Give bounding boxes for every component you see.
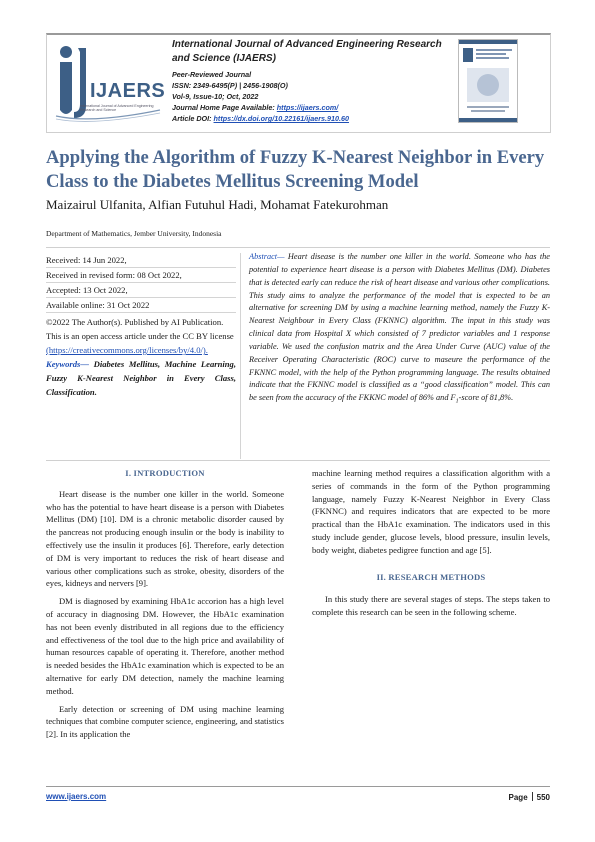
license-link[interactable]: (https://creativecommons.org/licenses/by/4.0/). [46,345,208,355]
homepage-line [172,102,452,113]
body-column-right [312,467,550,624]
logo-wordmark: IJAERS [90,80,166,102]
right-paragraph-1: machine learning method requires a classification algorithm with a series of commands in the form of the Python programming language, namely Fuzzy K-Nearest Neighbor in Every Class (FKNNC) and requires indicators that are expected to be more practical than the HbA1c examination. The indicators used in this study include gender, glucose levels, blood pressure, insulin levels, body weight, diabetes pedigree function and age [5]. [312,468,550,555]
article-title: Applying the Algorithm of Fuzzy K-Nearest Neighbor in Every Class to the Diabetes Mellitus Screening Model [46,147,545,192]
accepted-date: Accepted: 13 Oct 2022, [46,285,128,295]
journal-title-line2: and Science (IJAERS) [172,53,276,64]
introduction-heading: I. INTRODUCTION [125,468,205,478]
doi-line [172,113,452,124]
online-date: Available online: 31 Oct 2022 [46,300,150,310]
author-affiliation: Department of Mathematics, Jember University, Indonesia [46,229,222,238]
abstract-text-part2: -score of 81,8%. [458,393,514,403]
journal-cover-thumbnail [458,39,518,123]
revised-date: Received in revised form: 08 Oct 2022, [46,270,182,280]
journal-header-text [172,38,452,124]
abstract [249,251,550,409]
footer-divider [46,786,550,787]
info-abstract-divider [240,253,241,459]
introduction-paragraph-1: Heart disease is the number one killer in the world. Someone who has the potential to have heart disease is a person with Diabetes Mellitus (DM) [10]. DM is a chronic metabolic disorder caused by the pancreas not producing enough insulin or the body is inability to effectively use the insulin it produces [6]. Therefore, early detection of DM is very important to reduces the risk of heart disease and various other complications such as stroke, obesity, disorders of the eyes, kidneys and nervers [9]. [46,488,284,589]
journal-logo [52,40,164,122]
keywords-label: Keywords— [46,359,89,369]
keywords-text: Diabetes Mellitus, Machine Learning, Fuzzy K-Nearest Neighbor in Every Class, Classification. [46,359,236,397]
logo-tagline: International Journal of Advanced Engineering Research and Science [80,104,154,113]
journal-title-line1: International Journal of Advanced Engineering Research [172,39,442,50]
introduction-paragraph-3: Early detection or screening of DM using machine learning techniques that combine computer science, engineering, and statistics [2]. In its application the [46,703,284,740]
received-date: Received: 14 Jun 2022, [46,255,127,265]
divider-top [46,247,550,248]
abstract-label: Abstract— [249,252,285,261]
footer-website-link[interactable]: www.ijaers.com [46,792,107,801]
doi-link[interactable]: https://dx.doi.org/10.22161/ijaers.910.60 [213,114,349,123]
footer-page-number [470,792,550,802]
issn: ISSN: 2349-6495(P) | 2456-1908(O) [172,81,288,90]
methods-paragraph-1: In this study there are several stages of steps. The steps taken to complete this research can be seen in the following scheme. [312,594,550,618]
page-number: 550 [536,793,550,802]
methods-heading: II. RESEARCH METHODS [376,571,486,582]
copyright-notice: ©2022 The Author(s). Published by AI Publication. This is an open access article under the CC BY license [46,317,234,341]
abstract-text-part1: Heart disease is the number one killer in the world. Someone who has the potential to experience heart disease is a person with Diabetes Mellitus (DM). Diabetes that is detected early can reduce the risk of heart disease and various other complications. This study aims to analyze the performance of the model that is expected to be an alternative for screening DM by using a machine learning method, namely the Fuzzy K-Nearest Neighbour in Every Class (FKNNC) algorithm. The input in this study was clinical data from Hospital X which consisted of 7 predictor variables and 1 response variable. We used the confusion matrix and the Area Under Curve (AUC) value of the Receiver Operating Characteristic (ROC) curve to maseure the performance of the FKNNC model, with the help of the Python programming language. The results obtained indicate that the FKNNC model is classified as a “good classification” model. This can be seen from the accuracy of the FKKNC model of 86% and F [249,252,550,403]
peer-reviewed: Peer-Reviewed Journal [172,70,252,79]
page-label: Page [508,793,528,802]
homepage-link[interactable]: https://ijaers.com/ [276,103,339,112]
divider-bottom [46,460,550,461]
body-column-left [46,467,284,746]
article-authors: Maizairul Ulfanita, Alfian Futuhul Hadi, Mohamat Fatekurohman [46,197,389,212]
homepage-label: Journal Home Page Available: [172,103,277,112]
keywords [46,357,236,399]
introduction-paragraph-2: DM is diagnosed by examining HbA1c accorion has a high level of accuracy in diagnosing DM. However, the HbA1c examination has not been evenly distributed in all regions due to the efficiency and effectiveness of the tool due to the high price and availability of human resources capable of operating it. Therefore, another method is needed besides the HbA1c examination which is expected to be an alternative for early DM detection, namely the machine learning method. [46,596,284,696]
article-info [46,253,236,399]
volume-issue: Vol-9, Issue-10; Oct, 2022 [172,92,259,101]
doi-label: Article DOI: [172,114,214,123]
abstract-subscript: 1 [455,398,459,405]
